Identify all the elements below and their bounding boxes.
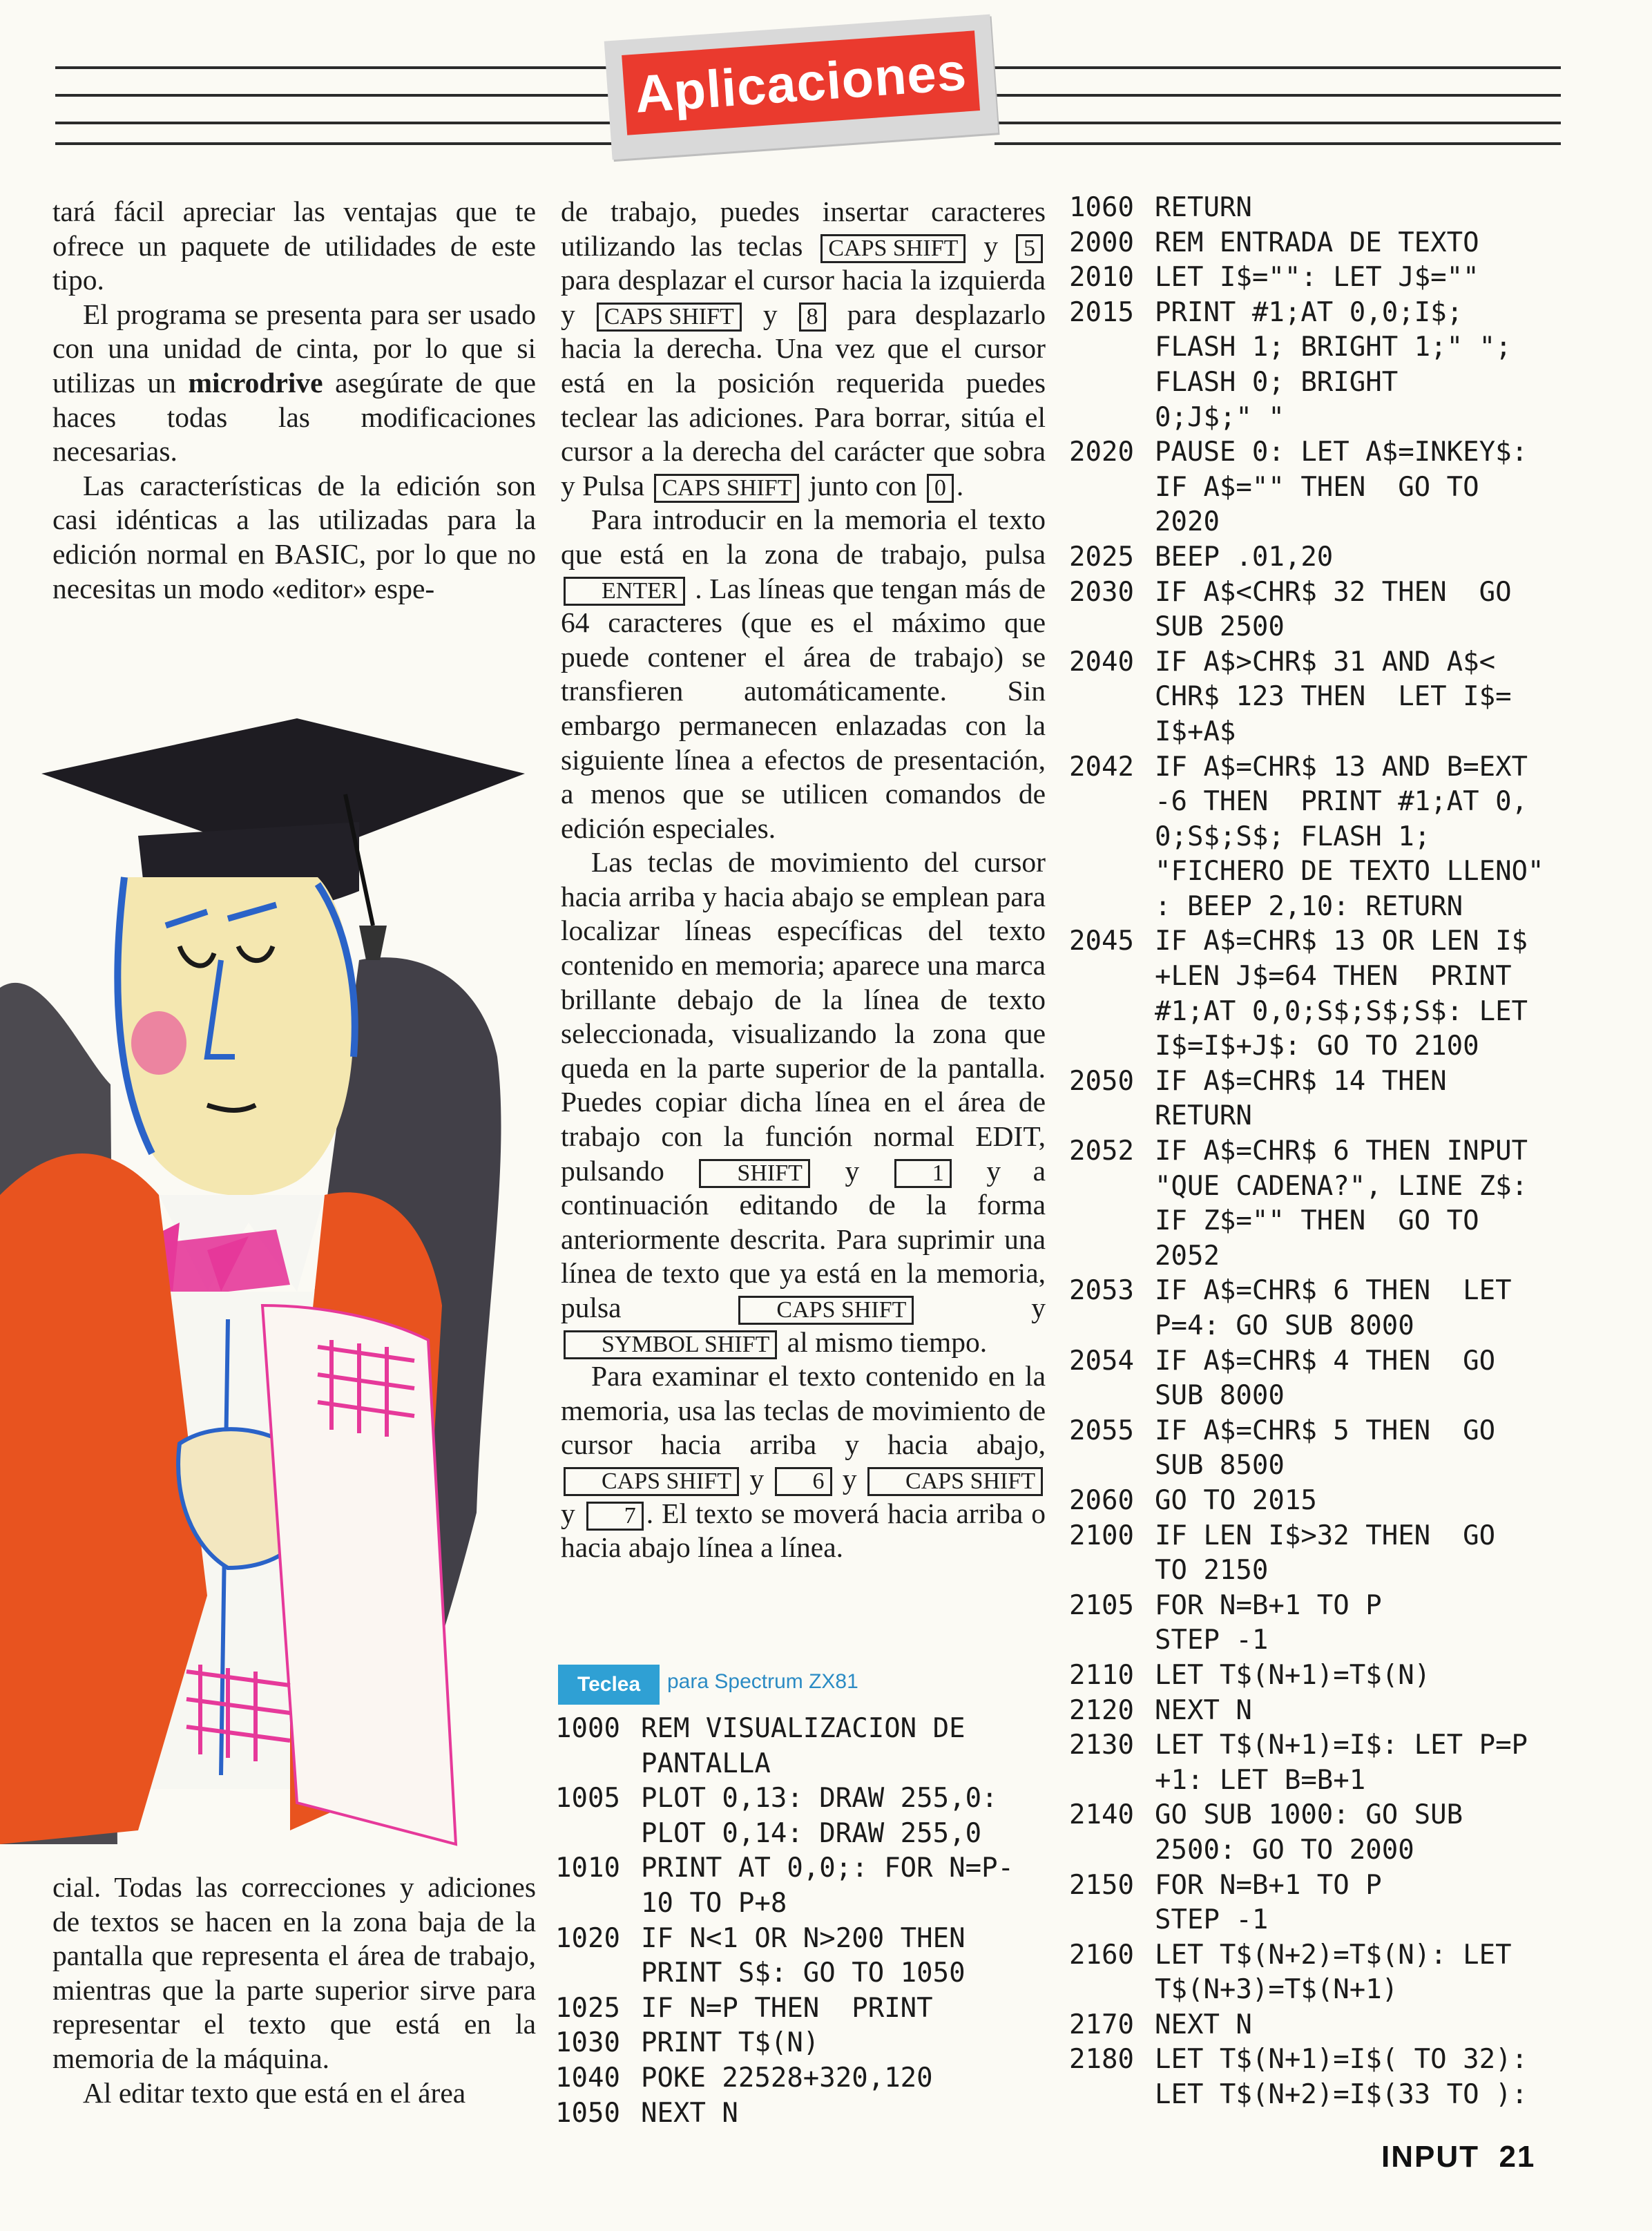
key-1: 1	[894, 1159, 952, 1188]
code-text: IF A$=CHR$ 6 THEN LET	[1155, 1275, 1512, 1307]
code-line	[555, 1781, 1053, 1817]
code-text: #1;AT 0,0;S$;S$;S$: LET	[1155, 995, 1528, 1027]
code-line	[1069, 1938, 1622, 1973]
key-caps-shift: CAPS SHIFT	[738, 1296, 914, 1325]
code-line	[1069, 296, 1622, 331]
section-tab	[604, 15, 999, 160]
code-text: STEP -1	[1155, 1904, 1269, 1936]
code-line	[1069, 575, 1622, 611]
code-text: FOR N=B+1 TO P	[1155, 1589, 1382, 1621]
code-line	[1069, 226, 1622, 261]
page-footer	[1381, 2140, 1535, 2174]
code-listing-2	[1069, 191, 1622, 2113]
code-line	[1069, 1868, 1622, 1904]
code-text: IF LEN I$>32 THEN GO	[1155, 1520, 1496, 1551]
code-text: FLASH 0; BRIGHT	[1155, 366, 1399, 398]
line-number: 1010	[555, 1852, 620, 1884]
line-number: 2140	[1069, 1799, 1134, 1831]
code-line	[1069, 1903, 1622, 1938]
code-text: CHR$ 123 THEN LET I$=	[1155, 681, 1512, 713]
text: Para introducir en la memoria el texto que está en la zona de trabajo, pulsa	[561, 504, 1046, 570]
line-number	[1069, 1553, 1155, 1589]
code-line	[555, 1747, 1053, 1782]
line-number: 1060	[1069, 192, 1134, 223]
code-text: FLASH 1; BRIGHT 1;" ";	[1155, 332, 1512, 363]
line-number	[1069, 1379, 1155, 1414]
key-shift: SHIFT	[699, 1159, 809, 1188]
line-number	[1069, 1763, 1155, 1799]
code-text: PLOT 0,13: DRAW 255,0:	[641, 1783, 998, 1815]
code-text: PRINT S$: GO TO 1050	[641, 1957, 966, 1989]
code-line	[1069, 1694, 1622, 1729]
code-text: FOR N=B+1 TO P	[1155, 1869, 1382, 1901]
line-number	[1069, 1204, 1155, 1239]
line-number	[1069, 1833, 1155, 1868]
code-line	[555, 1817, 1053, 1852]
text: Las teclas de movimiento del cursor hacia arriba y hacia abajo se emplean para localizar líneas específicas del texto contenido en memoria; aparece una marca brillante debajo de la línea de texto seleccionada, visualizando la zona que queda en la parte superior de la pantalla. Puedes copiar dicha línea en el área de trabajo con la función normal EDIT, pulsando	[561, 846, 1046, 1187]
code-line	[1069, 365, 1622, 401]
code-line	[1069, 191, 1622, 226]
code-text: I$+A$	[1155, 716, 1236, 747]
line-number	[1069, 959, 1155, 995]
line-number	[1069, 890, 1155, 925]
line-number: 2160	[1069, 1939, 1134, 1971]
line-number: 2025	[1069, 541, 1134, 573]
code-text: "QUE CADENA?", LINE Z$:	[1155, 1170, 1528, 1202]
text: y	[842, 1462, 857, 1495]
code-line	[1069, 995, 1622, 1030]
code-line	[1069, 1134, 1622, 1169]
code-line	[1069, 1064, 1622, 1100]
line-number	[1069, 1029, 1155, 1064]
line-number: 1020	[555, 1922, 620, 1954]
code-text: NEXT N	[1155, 1694, 1252, 1726]
code-line	[1069, 1099, 1622, 1134]
rule	[995, 122, 1561, 124]
code-line	[1069, 750, 1622, 785]
code-line	[1069, 1589, 1622, 1624]
line-number	[1069, 854, 1155, 890]
line-number	[1069, 1239, 1155, 1274]
line-number: 2045	[1069, 926, 1134, 957]
code-text: IF A$=CHR$ 4 THEN GO	[1155, 1345, 1496, 1377]
code-text: PRINT #1;AT 0,0;I$;	[1155, 296, 1463, 328]
key-8: 8	[799, 303, 826, 332]
code-line	[1069, 715, 1622, 750]
cheek	[131, 1011, 186, 1075]
code-text: I$=I$+J$: GO TO 2100	[1155, 1031, 1479, 1062]
paragraph: de trabajo, puedes insertar caracteres utilizando las teclas CAPS SHIFT y 5 para desplazar el cursor hacia la izquierda y CAPS SHIFT y 8 para desplazarlo hacia la derecha. Una vez que el cursor está en la posición requerida puedes teclear las adiciones. Para borrar, sitúa el cursor a la derecha del carácter que sobra y Pulsa CAPS SHIFT junto con 0 .	[561, 195, 1046, 501]
code-text: IF A$=CHR$ 5 THEN GO	[1155, 1415, 1496, 1446]
text: y	[749, 1462, 765, 1495]
magazine-name: INPUT	[1381, 2140, 1479, 2174]
line-number: 2040	[1069, 646, 1134, 678]
line-number: 2110	[1069, 1659, 1134, 1691]
teclea-badge: Teclea	[558, 1665, 660, 1705]
line-number	[1069, 1623, 1155, 1658]
paragraph	[561, 845, 1046, 1359]
rule	[55, 66, 628, 69]
code-text: LET T$(N+1)=I$: LET P=P	[1155, 1730, 1528, 1761]
line-number	[1069, 330, 1155, 365]
code-line	[1069, 610, 1622, 645]
page-number: 21	[1499, 2140, 1536, 2174]
column-1-bottom	[52, 1870, 536, 2110]
line-number: 2060	[1069, 1484, 1134, 1516]
code-line	[1069, 854, 1622, 890]
line-number	[1069, 1973, 1155, 2008]
bold-term: microdrive	[188, 366, 323, 399]
key-7: 7	[586, 1502, 644, 1531]
code-text: LET I$="": LET J$=""	[1155, 262, 1479, 294]
key-caps-shift: CAPS SHIFT	[820, 234, 966, 263]
code-line	[1069, 1204, 1622, 1239]
line-number	[1069, 1169, 1155, 1205]
code-line	[555, 1991, 1053, 2027]
column-2	[561, 195, 1046, 1565]
code-line	[1069, 1623, 1622, 1658]
text: y a continuación editando de la forma anteriormente descrita. Para suprimir una línea de texto que ya está en la memoria, pulsa	[561, 1154, 1046, 1323]
section-title: Aplicaciones	[622, 30, 980, 135]
line-number	[1069, 1448, 1155, 1484]
code-line	[1069, 401, 1622, 436]
code-text: PANTALLA	[641, 1748, 771, 1779]
code-line	[1069, 1448, 1622, 1484]
code-text: PAUSE 0: LET A$=INKEY$:	[1155, 437, 1528, 468]
code-text: PRINT T$(N)	[641, 2027, 820, 2059]
code-text: "FICHERO DE TEXTO LLENO"	[1155, 856, 1544, 888]
code-text: LET T$(N+2)=I$(33 TO ):	[1155, 2079, 1528, 2111]
text: . El texto se moverá hacia arriba o hacia abajo línea a línea.	[561, 1497, 1046, 1564]
key-caps-shift: CAPS SHIFT	[867, 1467, 1043, 1496]
line-number	[555, 1956, 641, 1991]
code-line	[555, 1851, 1053, 1886]
code-line	[1069, 470, 1622, 506]
code-line	[1069, 1484, 1622, 1519]
code-text: SUB 8000	[1155, 1380, 1285, 1412]
paragraph: Las características de la edición son casi idénticas a las utilizadas para la edición normal en BASIC, por lo que no necesitas un modo «editor» espe-	[52, 469, 536, 604]
key-caps-shift: CAPS SHIFT	[654, 474, 799, 503]
line-number: 2180	[1069, 2044, 1134, 2076]
code-line	[1069, 2042, 1622, 2078]
code-line	[1069, 2008, 1622, 2043]
line-number	[555, 1747, 641, 1782]
line-number	[1069, 1309, 1155, 1344]
text: al mismo tiempo.	[787, 1325, 988, 1358]
key-5: 5	[1016, 234, 1043, 263]
code-line	[1069, 1519, 1622, 1554]
code-text: PRINT AT 0,0;: FOR N=P-	[641, 1852, 1015, 1884]
line-number	[555, 1817, 641, 1852]
text: El programa se presenta para ser usado con una unidad de cinta, por lo que si utilizas un	[52, 298, 536, 399]
code-text: : BEEP 2,10: RETURN	[1155, 890, 1463, 922]
code-text: 2020	[1155, 506, 1220, 538]
code-text: PLOT 0,14: DRAW 255,0	[641, 1817, 982, 1849]
line-number: 2120	[1069, 1694, 1134, 1726]
line-number: 2150	[1069, 1869, 1134, 1901]
code-text: IF A$=CHR$ 6 THEN INPUT	[1155, 1136, 1528, 1167]
paragraph	[561, 503, 1046, 845]
line-number: 2105	[1069, 1589, 1134, 1621]
platform-label: para Spectrum ZX81	[667, 1670, 858, 1693]
code-line	[1069, 959, 1622, 995]
line-number: 2130	[1069, 1730, 1134, 1761]
text: . Las líneas que tengan más de 64 caracteres (que es el máximo que puede contener el área de trabajo) se transfieren automáticamente. Sin embargo permanecen enlazadas con la siguiente línea a efectos de presentación, a menos que se utilicen comandos de edición especiales.	[561, 572, 1046, 844]
text: y	[983, 229, 999, 262]
line-number: 1030	[555, 2027, 620, 2059]
line-number: 2054	[1069, 1345, 1134, 1377]
paragraph: tará fácil apreciar las ventajas que te ofrece un paquete de utilidades de este tipo.	[52, 195, 536, 296]
line-number: 2015	[1069, 296, 1134, 328]
code-text: 2500: GO TO 2000	[1155, 1834, 1414, 1866]
code-text: IF Z$="" THEN GO TO	[1155, 1205, 1479, 1237]
code-line	[555, 2096, 1053, 2132]
line-number	[1069, 995, 1155, 1030]
text: y	[1031, 1292, 1046, 1323]
line-number: 2170	[1069, 2009, 1134, 2040]
text: asegúrate de que haces todas las modificaciones necesarias.	[52, 366, 536, 468]
key-enter: ENTER	[564, 577, 685, 606]
rule	[995, 142, 1561, 145]
bow-tie-icon	[159, 1229, 290, 1299]
text: y	[561, 1497, 575, 1529]
line-number: 2020	[1069, 437, 1134, 468]
code-line	[1069, 924, 1622, 959]
code-line	[1069, 260, 1622, 296]
code-text: STEP -1	[1155, 1625, 1269, 1656]
code-line	[1069, 1239, 1622, 1274]
graduate-illustration	[0, 698, 525, 1858]
line-number: 1050	[555, 2097, 620, 2129]
tassel	[359, 926, 387, 960]
line-number: 2042	[1069, 751, 1134, 783]
code-line	[1069, 1274, 1622, 1309]
line-number: 2000	[1069, 227, 1134, 258]
code-text: IF A$=CHR$ 13 OR LEN I$	[1155, 926, 1528, 957]
code-line	[555, 1956, 1053, 1991]
text: para desplazarlo hacia la derecha. Una vez que el cursor está en la posición requerida puedes teclear las adiciones. Para borrar, sitúa el cursor a la derecha del carácter que sobra y Pulsa	[561, 298, 1046, 501]
text: y	[762, 298, 778, 330]
code-text: P=4: GO SUB 8000	[1155, 1310, 1414, 1341]
code-line	[1069, 435, 1622, 470]
line-number	[1069, 785, 1155, 820]
code-line	[1069, 1728, 1622, 1763]
code-line	[555, 1712, 1053, 1747]
code-text: SUB 2500	[1155, 611, 1285, 643]
line-number: 2100	[1069, 1520, 1134, 1551]
code-line	[1069, 2078, 1622, 2113]
code-text: NEXT N	[1155, 2009, 1252, 2040]
code-line	[1069, 1379, 1622, 1414]
text: Para examinar el texto contenido en la memoria, usa las teclas de movimiento de cursor hacia arriba y hacia abajo,	[561, 1360, 1046, 1461]
line-number: 1005	[555, 1783, 620, 1815]
line-number: 1040	[555, 2062, 620, 2094]
code-text: 0;S$;S$; FLASH 1;	[1155, 821, 1431, 852]
code-line	[1069, 540, 1622, 575]
code-text: -6 THEN PRINT #1;AT 0,	[1155, 786, 1528, 818]
line-number	[1069, 820, 1155, 855]
code-line	[1069, 1658, 1622, 1694]
code-text: LET T$(N+1)=I$( TO 32):	[1155, 2044, 1528, 2076]
key-caps-shift: CAPS SHIFT	[564, 1467, 739, 1496]
code-text: IF A$<CHR$ 32 THEN GO	[1155, 576, 1512, 608]
code-text: LET T$(N+1)=T$(N)	[1155, 1659, 1431, 1691]
line-number	[1069, 715, 1155, 750]
line-number	[555, 1886, 641, 1922]
line-number	[1069, 1903, 1155, 1938]
code-text: 0;J$;" "	[1155, 401, 1285, 433]
code-text: 2052	[1155, 1240, 1220, 1272]
text: y	[845, 1154, 860, 1187]
line-number	[1069, 401, 1155, 436]
code-text: IF A$=CHR$ 13 AND B=EXT	[1155, 751, 1528, 783]
code-line	[1069, 645, 1622, 680]
code-text: IF A$>CHR$ 31 AND A$<	[1155, 646, 1496, 678]
line-number	[1069, 610, 1155, 645]
code-text: IF A$="" THEN GO TO	[1155, 471, 1479, 503]
code-text: GO SUB 1000: GO SUB	[1155, 1799, 1463, 1831]
code-text: NEXT N	[641, 2097, 738, 2129]
code-line	[1069, 1553, 1622, 1589]
paragraph: cial. Todas las correcciones y adiciones de textos se hacen en la zona baja de la pantalla que representa el área de trabajo, mientras que la parte superior sirve para representar el texto que está en la memoria de la máquina.	[52, 1871, 536, 2074]
code-line	[1069, 1798, 1622, 1833]
code-listing-1	[555, 1712, 1053, 2131]
code-line	[1069, 1973, 1622, 2008]
code-line	[1069, 1309, 1622, 1344]
code-line	[1069, 680, 1622, 715]
rule	[55, 122, 628, 124]
paragraph: Al editar texto que está en el área	[83, 2076, 466, 2109]
key-caps-shift: CAPS SHIFT	[597, 303, 742, 332]
line-number	[1069, 680, 1155, 715]
code-line	[555, 1886, 1053, 1922]
line-number: 2055	[1069, 1415, 1134, 1446]
line-number	[1069, 505, 1155, 540]
code-text: 10 TO P+8	[641, 1887, 787, 1919]
line-number: 2053	[1069, 1275, 1134, 1307]
line-number	[1069, 2078, 1155, 2113]
code-text: TO 2150	[1155, 1555, 1269, 1587]
code-line	[555, 1922, 1053, 1957]
code-text: +LEN J$=64 THEN PRINT	[1155, 961, 1512, 993]
paragraph	[52, 298, 536, 469]
code-text: REM ENTRADA DE TEXTO	[1155, 227, 1479, 258]
rule	[55, 142, 628, 145]
code-line	[1069, 1763, 1622, 1799]
code-text: +1: LET B=B+1	[1155, 1764, 1366, 1796]
key-6: 6	[775, 1467, 832, 1496]
code-line	[1069, 1029, 1622, 1064]
text: junto con	[809, 469, 917, 501]
code-text: REM VISUALIZACION DE	[641, 1713, 966, 1744]
line-number: 1000	[555, 1713, 620, 1744]
code-line	[555, 2061, 1053, 2096]
code-line	[1069, 1169, 1622, 1205]
code-text: IF N=P THEN PRINT	[641, 1992, 933, 2024]
rule	[995, 66, 1561, 69]
paragraph	[561, 1359, 1046, 1565]
code-text: GO TO 2015	[1155, 1484, 1317, 1516]
code-line	[555, 2026, 1053, 2061]
line-number: 1025	[555, 1992, 620, 2024]
code-text: IF N<1 OR N>200 THEN	[641, 1922, 966, 1954]
line-number: 2030	[1069, 576, 1134, 608]
code-text: RETURN	[1155, 1100, 1252, 1132]
line-number: 2050	[1069, 1065, 1134, 1097]
line-number: 2052	[1069, 1136, 1134, 1167]
code-text: IF A$=CHR$ 14 THEN	[1155, 1065, 1447, 1097]
line-number: 2010	[1069, 262, 1134, 294]
line-number	[1069, 1099, 1155, 1134]
column-1-top	[52, 195, 536, 606]
text: para desplazar el cursor hacia la izquierda y	[561, 264, 1046, 330]
code-text: SUB 8500	[1155, 1450, 1285, 1482]
key-0: 0	[927, 474, 954, 503]
code-line	[1069, 785, 1622, 820]
code-line	[1069, 890, 1622, 925]
code-line	[1069, 1414, 1622, 1449]
code-line	[1069, 820, 1622, 855]
code-text: T$(N+3)=T$(N+1)	[1155, 1974, 1399, 2006]
key-symbol-shift: SYMBOL SHIFT	[564, 1330, 777, 1359]
code-text: BEEP .01,20	[1155, 541, 1334, 573]
code-text: POKE 22528+320,120	[641, 2062, 933, 2094]
code-line	[1069, 505, 1622, 540]
code-line	[1069, 330, 1622, 365]
text: de trabajo, puedes insertar caracteres utilizando las teclas	[561, 195, 1046, 262]
rule	[995, 94, 1561, 97]
line-number	[1069, 365, 1155, 401]
code-text: RETURN	[1155, 192, 1252, 223]
rule	[55, 94, 628, 97]
code-line	[1069, 1833, 1622, 1868]
line-number	[1069, 470, 1155, 506]
code-line	[1069, 1344, 1622, 1379]
code-text: LET T$(N+2)=T$(N): LET	[1155, 1939, 1512, 1971]
